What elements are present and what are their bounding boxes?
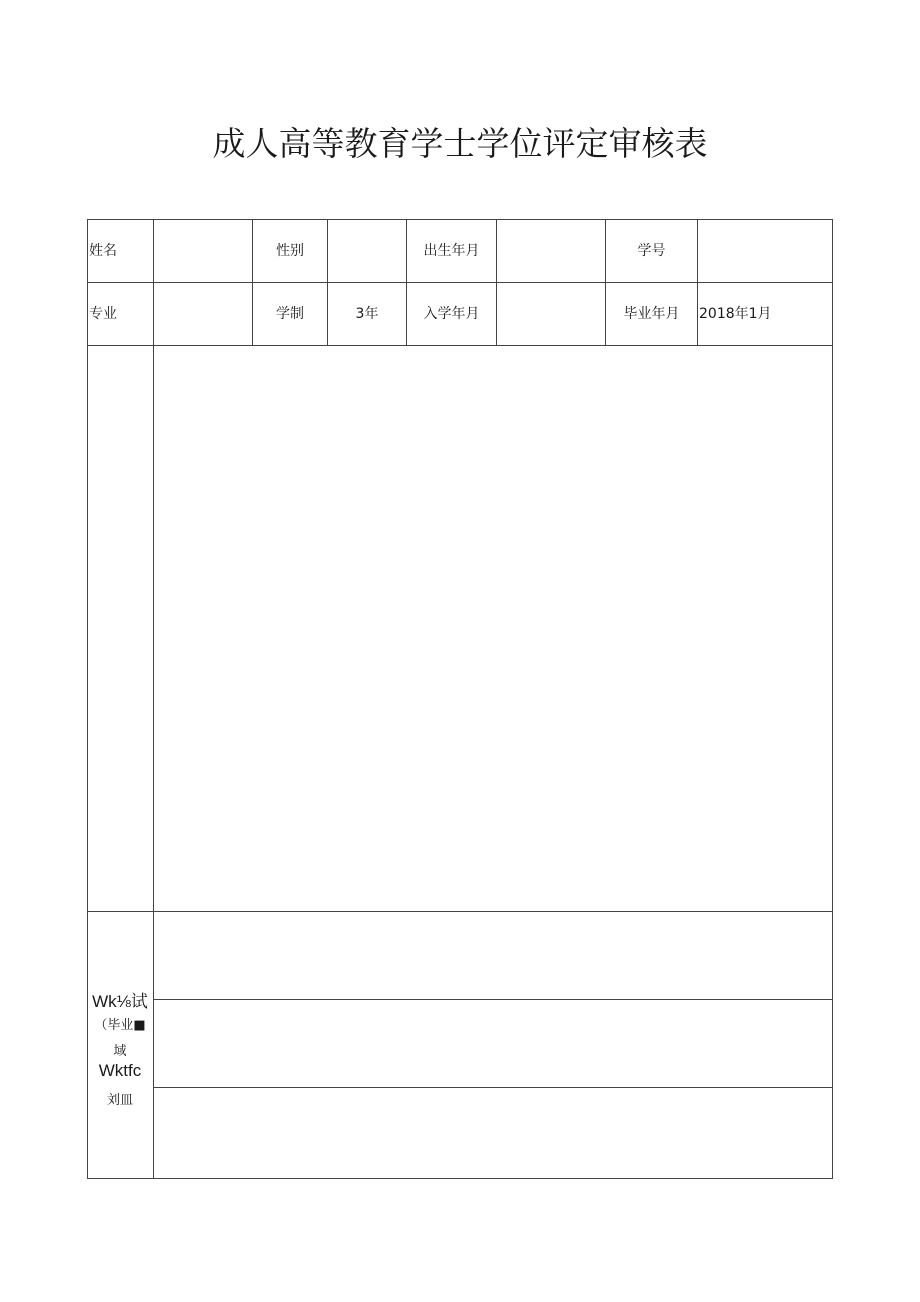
name-field[interactable] — [154, 220, 252, 282]
duration-value: 3年 — [355, 306, 379, 322]
side-label-line4: Wktfc — [98, 1061, 142, 1080]
page-title: 成人高等教育学士学位评定审核表 — [212, 124, 708, 163]
enroll-date-field[interactable] — [497, 283, 605, 345]
major-field[interactable] — [154, 283, 252, 345]
col-border-6 — [605, 220, 606, 345]
major-label: 专业 — [89, 306, 117, 322]
assessment-form-table — [87, 219, 833, 1179]
side-label-line5: 刘皿 — [106, 1093, 133, 1108]
side-label-line1: Wk⅛试 — [92, 992, 148, 1011]
gender-label: 性别 — [276, 243, 304, 259]
assessment-row-2[interactable] — [154, 1000, 832, 1087]
birth-date-label: 出生年月 — [423, 243, 480, 259]
assessment-row-1[interactable] — [154, 912, 832, 999]
student-id-label: 学号 — [637, 243, 666, 259]
student-id-field[interactable] — [698, 220, 832, 282]
col-border-2 — [252, 220, 253, 345]
graduation-date-value: 2018年1月 — [699, 306, 772, 322]
summary-area[interactable] — [154, 346, 832, 911]
graduation-date-label: 毕业年月 — [623, 306, 680, 322]
name-label: 姓名 — [89, 243, 117, 259]
gender-field[interactable] — [328, 220, 406, 282]
side-label-line2: （毕业■ — [94, 1018, 146, 1033]
duration-label: 学制 — [276, 306, 304, 322]
col-border-4 — [406, 220, 407, 345]
enroll-date-label: 入学年月 — [423, 306, 480, 322]
assessment-row-3[interactable] — [154, 1088, 832, 1178]
side-label-line3: 域 — [113, 1044, 127, 1059]
birth-date-field[interactable] — [497, 220, 605, 282]
